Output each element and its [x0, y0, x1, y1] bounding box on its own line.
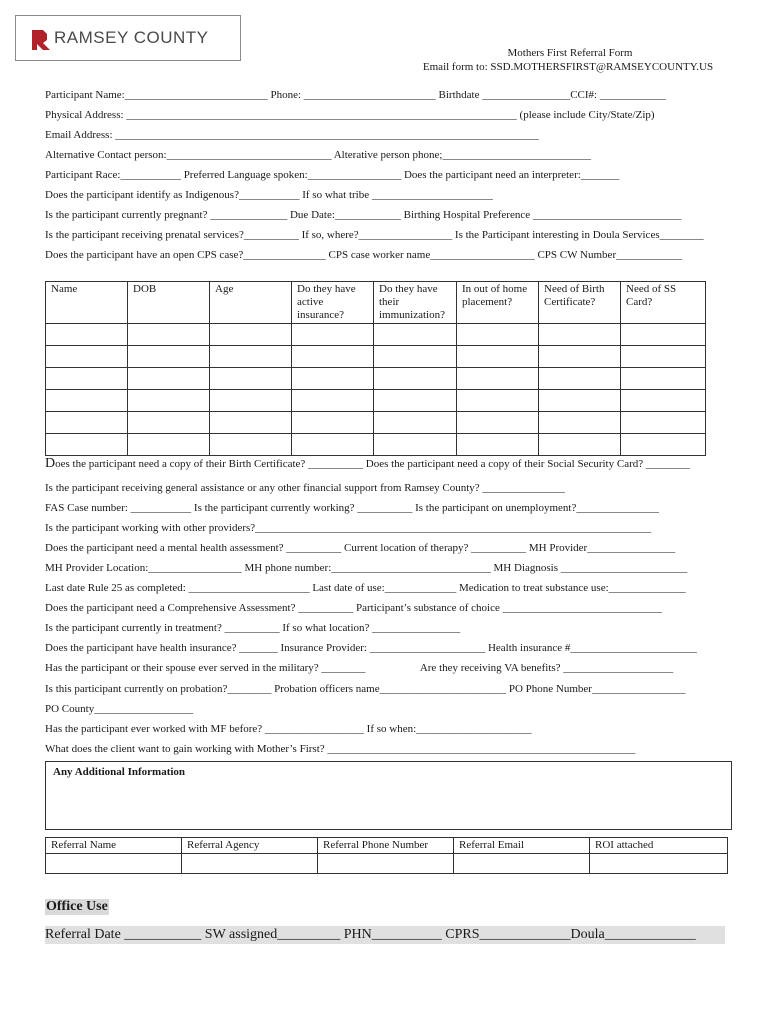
header-dob: DOB [128, 282, 210, 324]
table-cell[interactable] [621, 368, 706, 390]
office-use-line[interactable]: Referral Date ___________ SW assigned_________ PHN__________ CPRS_____________Doula_____________ [45, 926, 725, 944]
table-cell[interactable] [621, 434, 706, 456]
children-table [45, 281, 706, 456]
table-cell[interactable] [128, 412, 210, 434]
table-cell[interactable] [210, 324, 292, 346]
table-cell[interactable] [621, 412, 706, 434]
po-county-line[interactable]: PO County__________________ [45, 703, 194, 715]
table-cell[interactable] [46, 346, 128, 368]
fas-employment-line[interactable]: FAS Case number: ___________ Is the participant currently working? __________ Is the participant on unemployment?_______________ [45, 502, 659, 514]
table-cell[interactable] [128, 434, 210, 456]
header-birth-certificate: Need of Birth Certificate? [539, 282, 621, 324]
table-row[interactable] [46, 854, 728, 874]
table-cell[interactable] [46, 368, 128, 390]
race-language-line[interactable]: Participant Race:___________ Preferred Language spoken:_________________ Does the participant need an interpreter:_______ [45, 169, 620, 181]
table-cell[interactable] [46, 854, 182, 874]
table-cell[interactable] [46, 390, 128, 412]
table-cell[interactable] [128, 390, 210, 412]
table-cell[interactable] [210, 412, 292, 434]
header-ss-card: Need of SS Card? [621, 282, 706, 324]
general-assistance-line[interactable]: Is the participant receiving general assistance or any other financial support from Ramsey County? _______________ [45, 482, 565, 494]
military-line[interactable]: Has the participant or their spouse ever served in the military? ________ Are they receiving VA benefits? ____________________ [45, 662, 674, 674]
health-insurance-line[interactable]: Does the participant have health insurance? _______ Insurance Provider: _____________________ Health insurance #_______________________ [45, 642, 697, 654]
table-cell[interactable] [46, 412, 128, 434]
treatment-line[interactable]: Is the participant currently in treatment? __________ If so what location? ________________ [45, 622, 461, 634]
table-row[interactable] [46, 346, 706, 368]
header-insurance: Do they have active insurance? [292, 282, 374, 324]
table-cell[interactable] [539, 390, 621, 412]
mf-history-line[interactable]: Has the participant ever worked with MF before? __________________ If so when:_____________________ [45, 723, 532, 735]
header-referral-email: Referral Email [454, 838, 590, 854]
logo-org-name: RAMSEY COUNTY [54, 28, 209, 47]
header-immunization: Do they have their immunization? [374, 282, 457, 324]
table-cell[interactable] [374, 434, 457, 456]
table-cell[interactable] [457, 324, 539, 346]
other-providers-line[interactable]: Is the participant working with other providers?________________________________________________________________________ [45, 522, 652, 534]
table-cell[interactable] [374, 368, 457, 390]
referral-table-header [46, 838, 728, 854]
probation-line[interactable]: Is this participant currently on probation?________ Probation officers name_______________________ PO Phone Number_________________ [45, 683, 686, 695]
table-cell[interactable] [457, 390, 539, 412]
table-cell[interactable] [457, 412, 539, 434]
table-cell[interactable] [539, 368, 621, 390]
mental-health-assessment-line[interactable]: Does the participant need a mental health assessment? __________ Current location of therapy? __________ MH Provider________________ [45, 542, 676, 554]
table-cell[interactable] [457, 434, 539, 456]
table-cell[interactable] [590, 854, 728, 874]
email-instructions: Email form to: SSD.MOTHERSFIRST@RAMSEYCOUNTY.US [422, 61, 714, 73]
header-referral-phone: Referral Phone Number [318, 838, 454, 854]
document-copies-line[interactable] [45, 457, 690, 471]
table-cell[interactable] [374, 412, 457, 434]
table-cell[interactable] [46, 434, 128, 456]
table-cell[interactable] [292, 390, 374, 412]
rule-25-line[interactable]: Last date Rule 25 as completed: ______________________ Last date of use:_____________ Medication to treat substance use:______________ [45, 582, 686, 594]
table-cell[interactable] [374, 324, 457, 346]
table-row[interactable] [46, 390, 706, 412]
table-cell[interactable] [539, 346, 621, 368]
participant-name-line[interactable]: Participant Name:__________________________ Phone: ________________________ Birthdate ________________CCI#: ____________ [45, 89, 666, 101]
table-cell[interactable] [292, 346, 374, 368]
children-table-header [46, 282, 706, 324]
table-cell[interactable] [374, 346, 457, 368]
table-cell[interactable] [539, 434, 621, 456]
drop-cap: D [45, 456, 56, 471]
table-cell[interactable] [128, 346, 210, 368]
ramsey-county-logo-icon [32, 30, 50, 50]
form-title: Mothers First Referral Form [507, 47, 633, 59]
table-cell[interactable] [457, 346, 539, 368]
table-row[interactable] [46, 412, 706, 434]
header-roi-attached: ROI attached [590, 838, 728, 854]
office-use-title: Office Use [46, 899, 108, 914]
table-cell[interactable] [621, 324, 706, 346]
table-cell[interactable] [454, 854, 590, 874]
header-name: Name [46, 282, 128, 324]
comprehensive-assessment-line[interactable]: Does the participant need a Comprehensive Assessment? __________ Participant’s substance of choice _____________________________ [45, 602, 663, 614]
prenatal-line[interactable]: Is the participant receiving prenatal services?__________ If so, where?_________________ Is the Participant interesting in Doula Services________ [45, 229, 704, 241]
table-cell[interactable] [292, 368, 374, 390]
table-cell[interactable] [292, 324, 374, 346]
logo-box [15, 15, 241, 61]
header-referral-name: Referral Name [46, 838, 182, 854]
table-cell[interactable] [539, 324, 621, 346]
indigenous-line[interactable]: Does the participant identify as Indigenous?___________ If so what tribe ______________________ [45, 189, 493, 201]
alternative-contact-line[interactable]: Alternative Contact person:______________________________ Alterative person phone;___________________________ [45, 149, 591, 161]
table-cell[interactable] [182, 854, 318, 874]
referral-table [45, 837, 728, 874]
table-cell[interactable] [318, 854, 454, 874]
document-copies-text: oes the participant need a copy of their Birth Certificate? __________ Does the participant need a copy of their Social Security Card? ________ [55, 458, 690, 470]
table-cell[interactable] [539, 412, 621, 434]
table-cell[interactable] [210, 368, 292, 390]
table-cell[interactable] [210, 434, 292, 456]
table-cell[interactable] [128, 324, 210, 346]
client-goals-line[interactable]: What does the client want to gain working with Mother’s First? ________________________________________________________ [45, 743, 636, 755]
additional-information-box[interactable] [45, 761, 732, 830]
table-cell[interactable] [128, 368, 210, 390]
header-placement: In out of home placement? [457, 282, 539, 324]
cps-case-line[interactable]: Does the participant have an open CPS case?_______________ CPS case worker name___________________ CPS CW Number____________ [45, 249, 683, 261]
email-address-line[interactable]: Email Address: _____________________________________________________________________________ [45, 129, 539, 141]
header-referral-agency: Referral Agency [182, 838, 318, 854]
table-cell[interactable] [292, 412, 374, 434]
pregnancy-line[interactable]: Is the participant currently pregnant? ______________ Due Date:____________ Birthing Hospital Preference ___________________________ [45, 209, 682, 221]
table-cell[interactable] [374, 390, 457, 412]
table-row[interactable] [46, 434, 706, 456]
physical-address-line[interactable]: Physical Address: _______________________________________________________________________ (please include City/State/Zip) [45, 109, 655, 121]
table-cell[interactable] [457, 368, 539, 390]
table-cell[interactable] [210, 346, 292, 368]
table-row[interactable] [46, 324, 706, 346]
header-age: Age [210, 282, 292, 324]
table-cell[interactable] [210, 390, 292, 412]
table-cell[interactable] [621, 346, 706, 368]
additional-information-label: Any Additional Information [53, 766, 186, 778]
table-cell[interactable] [46, 324, 128, 346]
table-row[interactable] [46, 368, 706, 390]
table-cell[interactable] [621, 390, 706, 412]
table-cell[interactable] [292, 434, 374, 456]
mh-provider-location-line[interactable]: MH Provider Location:_________________ MH phone number:_____________________________ MH Diagnosis _______________________ [45, 562, 688, 574]
